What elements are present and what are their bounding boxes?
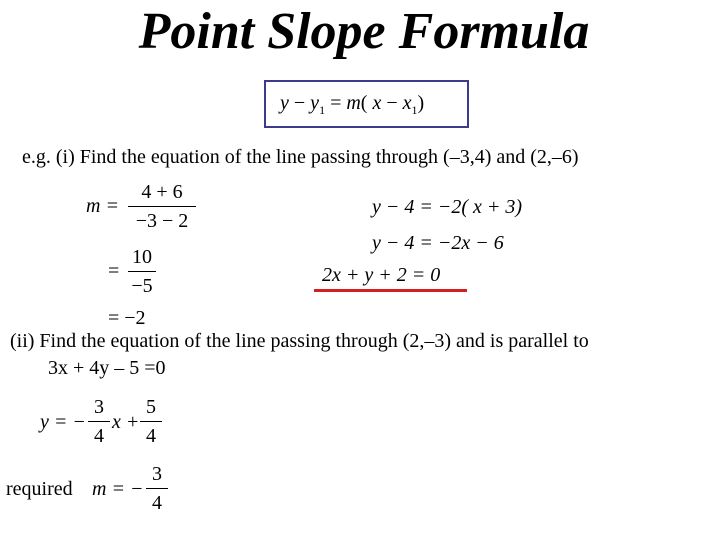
step-1: y − 4 = −2( x + 3) <box>372 196 523 218</box>
example2-question: (ii) Find the equation of the line passing through (2,–3) and is parallel to <box>10 330 589 352</box>
page-title: Point Slope Formula <box>138 3 590 60</box>
fraction-bar <box>128 206 196 207</box>
required-slope-fraction <box>146 463 168 514</box>
required-label: required <box>6 478 73 500</box>
point-slope-formula: $y - y_1 = m$( $x - x_1$) <box>280 92 425 117</box>
equals-sign: = <box>108 260 120 282</box>
fraction-denominator: 4 <box>94 425 104 447</box>
fraction-bar <box>140 421 162 422</box>
slope-result: = −2 <box>108 307 146 329</box>
fraction-denominator: 4 <box>152 492 162 514</box>
required-m: m = − <box>92 478 144 500</box>
x-plus: x + <box>112 411 140 433</box>
example2-line: 3x + 4y – 5 =0 <box>48 357 166 379</box>
fraction-denominator: −3 − 2 <box>135 210 189 232</box>
example1-question: e.g. (i) Find the equation of the line passing through (–3,4) and (2,–6) <box>22 146 579 168</box>
step-2: y − 4 = −2x − 6 <box>372 232 504 254</box>
fraction-numerator: 3 <box>94 396 104 418</box>
m-label: m = <box>86 195 119 217</box>
fraction-numerator: 4 + 6 <box>141 181 183 203</box>
fraction-numerator: 10 <box>132 246 152 268</box>
fraction-bar <box>146 488 168 489</box>
intercept-fraction <box>140 396 162 447</box>
fraction-numerator: 5 <box>146 396 156 418</box>
fraction-denominator: 4 <box>146 425 156 447</box>
slope-fraction-1 <box>128 181 196 232</box>
fraction-bar <box>88 421 110 422</box>
answer-underline <box>314 289 467 292</box>
slope-fraction-2 <box>128 246 156 297</box>
fraction-bar <box>128 271 156 272</box>
fraction-numerator: 3 <box>152 463 162 485</box>
fraction-denominator: −5 <box>131 275 153 297</box>
y-label: y = − <box>40 411 86 433</box>
coefficient-fraction <box>88 396 110 447</box>
answer-1: 2x + y + 2 = 0 <box>322 264 441 286</box>
